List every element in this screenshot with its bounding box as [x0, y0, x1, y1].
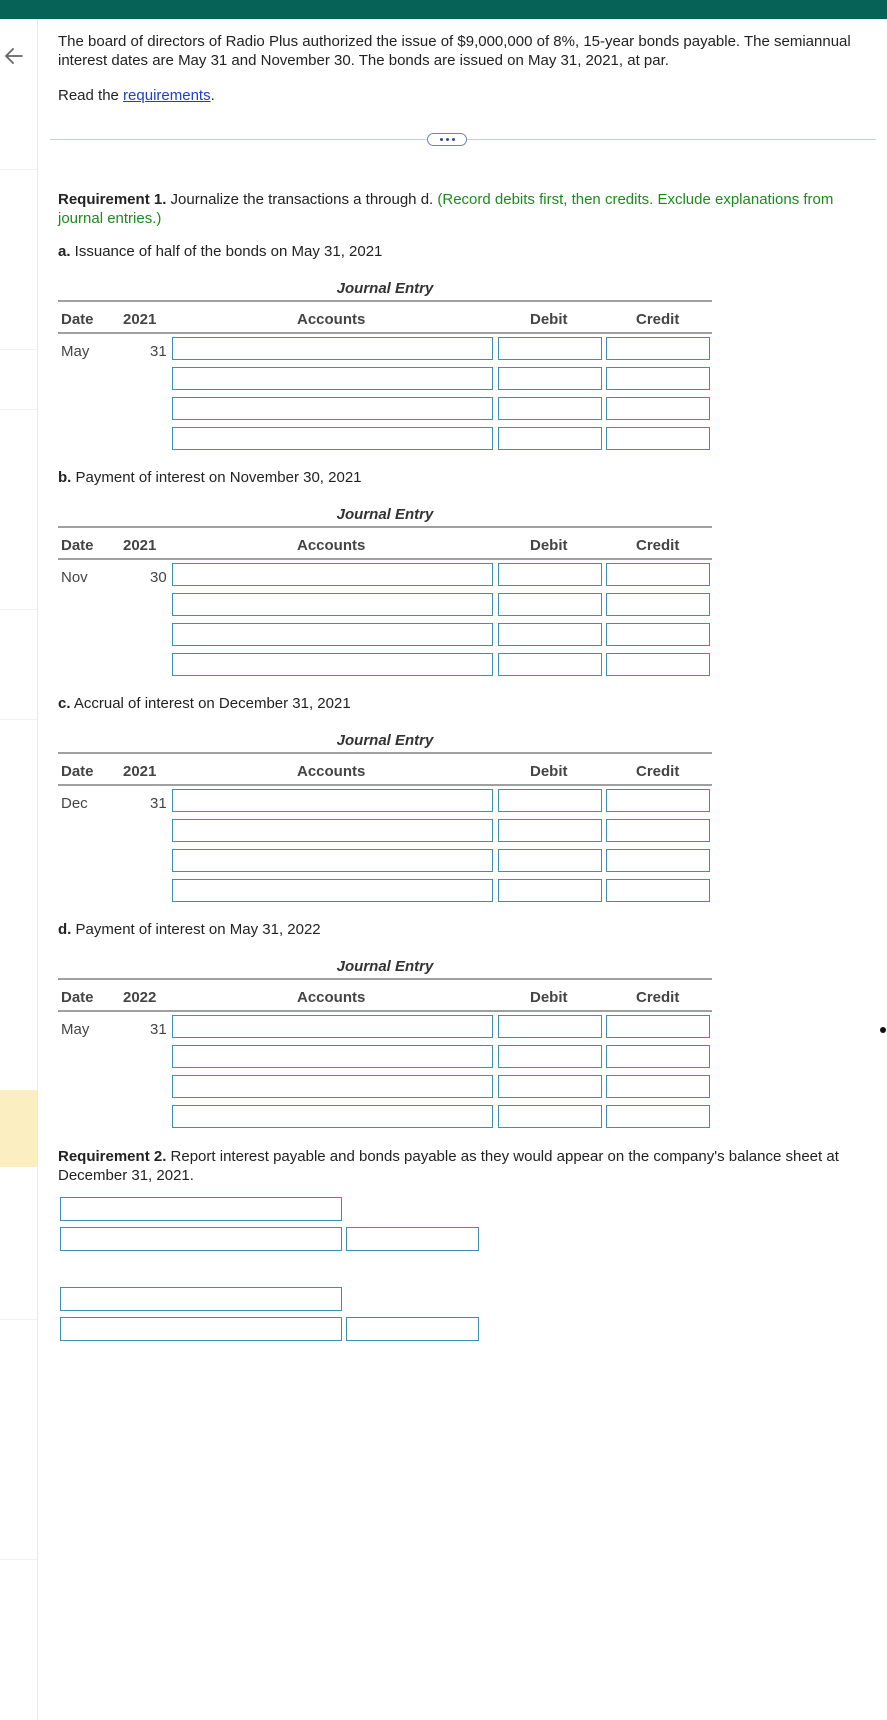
debit-input[interactable] — [498, 427, 602, 450]
ellipsis-icon[interactable] — [427, 133, 467, 146]
year-header: 2021 — [123, 537, 157, 554]
account-input[interactable] — [172, 397, 493, 420]
journal-entry-title: Journal Entry — [336, 280, 434, 297]
credit-input[interactable] — [606, 1015, 710, 1038]
debit-input[interactable] — [498, 367, 602, 390]
credit-input[interactable] — [606, 789, 710, 812]
credit-input[interactable] — [606, 593, 710, 616]
balance-sheet-account-input[interactable] — [60, 1317, 342, 1341]
accounts-header: Accounts — [297, 989, 366, 1006]
credit-input[interactable] — [606, 1105, 710, 1128]
entry-day: 31 — [150, 1021, 167, 1038]
account-input[interactable] — [172, 849, 493, 872]
credit-input[interactable] — [606, 1075, 710, 1098]
top-bar — [0, 0, 887, 19]
balance-sheet-heading-input[interactable] — [60, 1287, 342, 1311]
account-input[interactable] — [172, 1015, 493, 1038]
credit-header: Credit — [636, 311, 680, 328]
header-rule — [58, 526, 712, 528]
account-input[interactable] — [172, 1075, 493, 1098]
part-c-label: c. Accrual of interest on December 31, 2021 — [58, 695, 351, 712]
entry-day: 31 — [150, 795, 167, 812]
entry-day: 30 — [150, 569, 167, 586]
year-header: 2021 — [123, 311, 157, 328]
date-header: Date — [61, 763, 94, 780]
debit-input[interactable] — [498, 1075, 602, 1098]
credit-input[interactable] — [606, 849, 710, 872]
header-rule — [58, 784, 712, 786]
requirement-1 — [58, 190, 873, 228]
read-prefix: Read the — [58, 87, 124, 104]
part-d-label: d. Payment of interest on May 31, 2022 — [58, 921, 321, 938]
debit-header: Debit — [530, 763, 568, 780]
credit-input[interactable] — [606, 337, 710, 360]
credit-input[interactable] — [606, 397, 710, 420]
debit-input[interactable] — [498, 1105, 602, 1128]
account-input[interactable] — [172, 1105, 493, 1128]
entry-day: 31 — [150, 343, 167, 360]
debit-input[interactable] — [498, 653, 602, 676]
account-input[interactable] — [172, 337, 493, 360]
balance-sheet-amount-input[interactable] — [346, 1227, 479, 1251]
account-input[interactable] — [172, 653, 493, 676]
date-header: Date — [61, 537, 94, 554]
requirements-link[interactable]: requirements — [123, 87, 211, 104]
credit-header: Credit — [636, 763, 680, 780]
read-suffix: . — [210, 87, 215, 104]
journal-entry-title: Journal Entry — [336, 958, 434, 975]
debit-input[interactable] — [498, 849, 602, 872]
entry-month: Nov — [61, 569, 88, 586]
left-gutter — [0, 19, 38, 1720]
account-input[interactable] — [172, 427, 493, 450]
debit-input[interactable] — [498, 1045, 602, 1068]
credit-header: Credit — [636, 537, 680, 554]
scroll-indicator-dot — [880, 1027, 886, 1033]
year-header: 2021 — [123, 763, 157, 780]
account-input[interactable] — [172, 623, 493, 646]
account-input[interactable] — [172, 879, 493, 902]
debit-input[interactable] — [498, 879, 602, 902]
date-header: Date — [61, 311, 94, 328]
credit-input[interactable] — [606, 653, 710, 676]
credit-input[interactable] — [606, 819, 710, 842]
credit-input[interactable] — [606, 563, 710, 586]
requirement-1-note: (Record debits first, then credits. Exclude explanations from journal entries.) — [58, 191, 834, 227]
account-input[interactable] — [172, 1045, 493, 1068]
credit-input[interactable] — [606, 367, 710, 390]
debit-header: Debit — [530, 311, 568, 328]
requirement-2 — [58, 1147, 878, 1185]
entry-month: May — [61, 343, 90, 360]
problem-statement: The board of directors of Radio Plus authorized the issue of $9,000,000 of 8%, 15-year bonds payable. The semiannual interest dates are May 31 and November 30. The bonds are issued on May 31, 2021, at par. — [58, 33, 851, 69]
journal-entry-title: Journal Entry — [336, 506, 434, 523]
credit-input[interactable] — [606, 623, 710, 646]
header-rule — [58, 1010, 712, 1012]
header-rule — [58, 332, 712, 334]
journal-entry-title: Journal Entry — [336, 732, 434, 749]
part-a-label: a. Issuance of half of the bonds on May 31, 2021 — [58, 243, 383, 260]
header-rule — [58, 300, 712, 302]
credit-input[interactable] — [606, 427, 710, 450]
account-input[interactable] — [172, 367, 493, 390]
back-arrow-icon[interactable] — [2, 44, 26, 68]
debit-input[interactable] — [498, 819, 602, 842]
debit-input[interactable] — [498, 397, 602, 420]
year-header: 2022 — [123, 989, 157, 1006]
date-header: Date — [61, 989, 94, 1006]
accounts-header: Accounts — [297, 763, 366, 780]
debit-input[interactable] — [498, 623, 602, 646]
read-requirements — [58, 87, 215, 104]
debit-header: Debit — [530, 989, 568, 1006]
debit-input[interactable] — [498, 593, 602, 616]
entry-month: Dec — [61, 795, 88, 812]
accounts-header: Accounts — [297, 311, 366, 328]
debit-input[interactable] — [498, 563, 602, 586]
credit-input[interactable] — [606, 879, 710, 902]
accounts-header: Accounts — [297, 537, 366, 554]
requirement-2-text: Report interest payable and bonds payable as they would appear on the company's balance sheet at December 31, 2021. — [58, 1148, 839, 1184]
account-input[interactable] — [172, 819, 493, 842]
part-b-label: b. Payment of interest on November 30, 2021 — [58, 469, 362, 486]
debit-input[interactable] — [498, 1015, 602, 1038]
account-input[interactable] — [172, 789, 493, 812]
header-rule — [58, 752, 712, 754]
requirement-1-text: Journalize the transactions a through d. — [166, 191, 438, 208]
header-rule — [58, 978, 712, 980]
balance-sheet-heading-input[interactable] — [60, 1197, 342, 1221]
credit-header: Credit — [636, 989, 680, 1006]
balance-sheet-amount-input[interactable] — [346, 1317, 479, 1341]
header-rule — [58, 558, 712, 560]
account-input[interactable] — [172, 593, 493, 616]
account-input[interactable] — [172, 563, 493, 586]
debit-header: Debit — [530, 537, 568, 554]
debit-input[interactable] — [498, 789, 602, 812]
requirement-2-label: Requirement 2. — [58, 1148, 167, 1165]
entry-month: May — [61, 1021, 90, 1038]
requirement-1-label: Requirement 1. — [58, 191, 167, 208]
debit-input[interactable] — [498, 337, 602, 360]
left-highlight-marker — [0, 1090, 37, 1167]
credit-input[interactable] — [606, 1045, 710, 1068]
balance-sheet-account-input[interactable] — [60, 1227, 342, 1251]
